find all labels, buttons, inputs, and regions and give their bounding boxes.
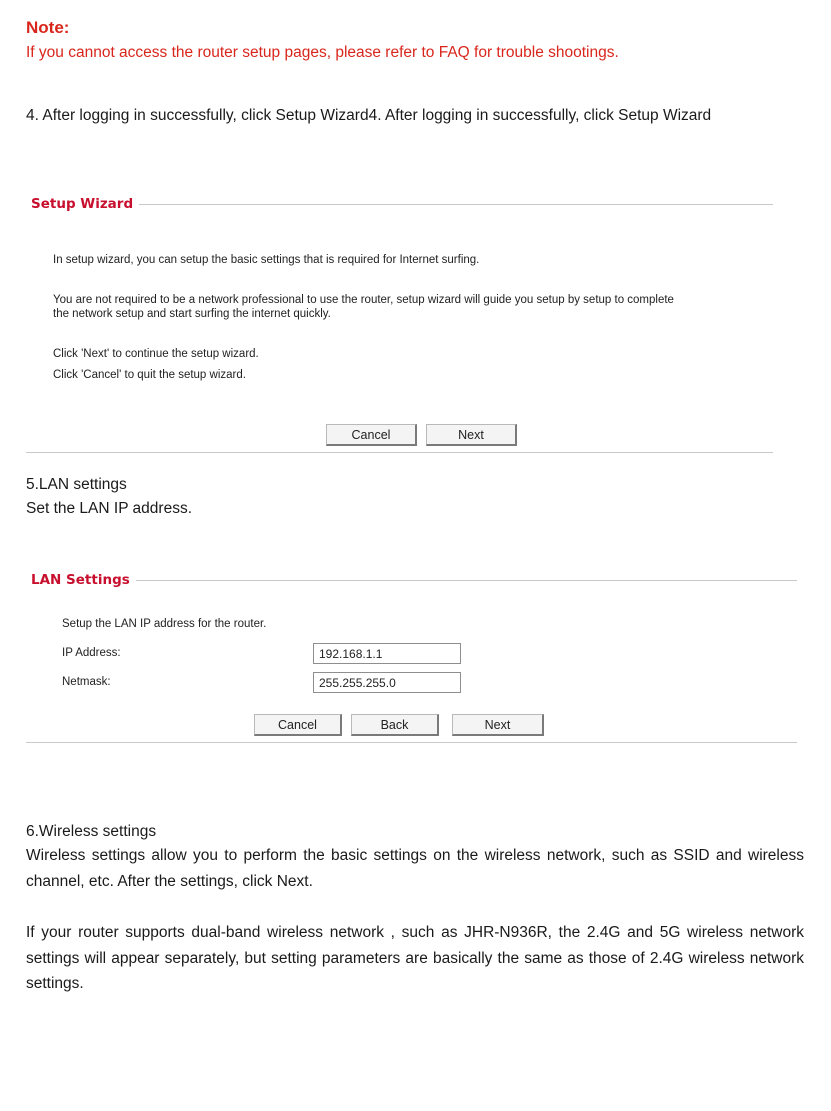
setup-wizard-bottom-rule: [26, 452, 773, 453]
step6-paragraph-2: If your router supports dual-band wireless network , such as JHR-N936R, the 2.4G and 5G wireless network settings will appear separately, but setting parameters are basically the same as those of 2.4G wireless network settings.: [26, 924, 804, 992]
step6-heading: 6.Wireless settings: [26, 823, 157, 840]
setup-wizard-cancel-button[interactable]: Cancel: [326, 424, 417, 446]
step6-paragraph-1: Wireless settings allow you to perform the basic settings on the wireless network, such as SSID and wireless channel, etc. After the settings, click Next.: [26, 847, 804, 890]
setup-wizard-header: [31, 196, 773, 212]
setup-wizard-line1: In setup wizard, you can setup the basic settings that is required for Internet surfing.: [53, 254, 480, 266]
lan-settings-header: [31, 572, 797, 588]
note-title: Note:: [26, 18, 70, 37]
setup-wizard-title: Setup Wizard: [31, 196, 134, 212]
setup-wizard-line3: Click 'Next' to continue the setup wizard.: [53, 348, 259, 360]
setup-wizard-line2a: You are not required to be a network professional to use the router, setup wizard will guide you setup by setup to complete: [53, 294, 674, 306]
setup-wizard-header-rule: [139, 204, 773, 205]
lan-settings-intro: Setup the LAN IP address for the router.: [62, 618, 267, 630]
lan-cancel-button[interactable]: Cancel: [254, 714, 342, 736]
netmask-label: Netmask:: [62, 676, 111, 688]
setup-wizard-line2b: the network setup and start surfing the internet quickly.: [53, 308, 331, 320]
note-text: If you cannot access the router setup pages, please refer to FAQ for trouble shootings.: [26, 44, 619, 61]
step4-text: 4. After logging in successfully, click Setup Wizard4. After logging in successfully, click Setup Wizard: [26, 107, 712, 124]
lan-next-button[interactable]: Next: [452, 714, 544, 736]
setup-wizard-next-button[interactable]: Next: [426, 424, 517, 446]
ip-address-label: IP Address:: [62, 647, 121, 659]
ip-address-input[interactable]: [313, 643, 461, 664]
step5-heading: 5.LAN settings: [26, 476, 127, 493]
lan-settings-bottom-rule: [26, 742, 797, 743]
step5-subtext: Set the LAN IP address.: [26, 500, 193, 517]
netmask-input[interactable]: [313, 672, 461, 693]
lan-settings-title: LAN Settings: [31, 572, 130, 588]
lan-settings-header-rule: [136, 580, 797, 581]
lan-back-button[interactable]: Back: [351, 714, 439, 736]
setup-wizard-line4: Click 'Cancel' to quit the setup wizard.: [53, 369, 246, 381]
